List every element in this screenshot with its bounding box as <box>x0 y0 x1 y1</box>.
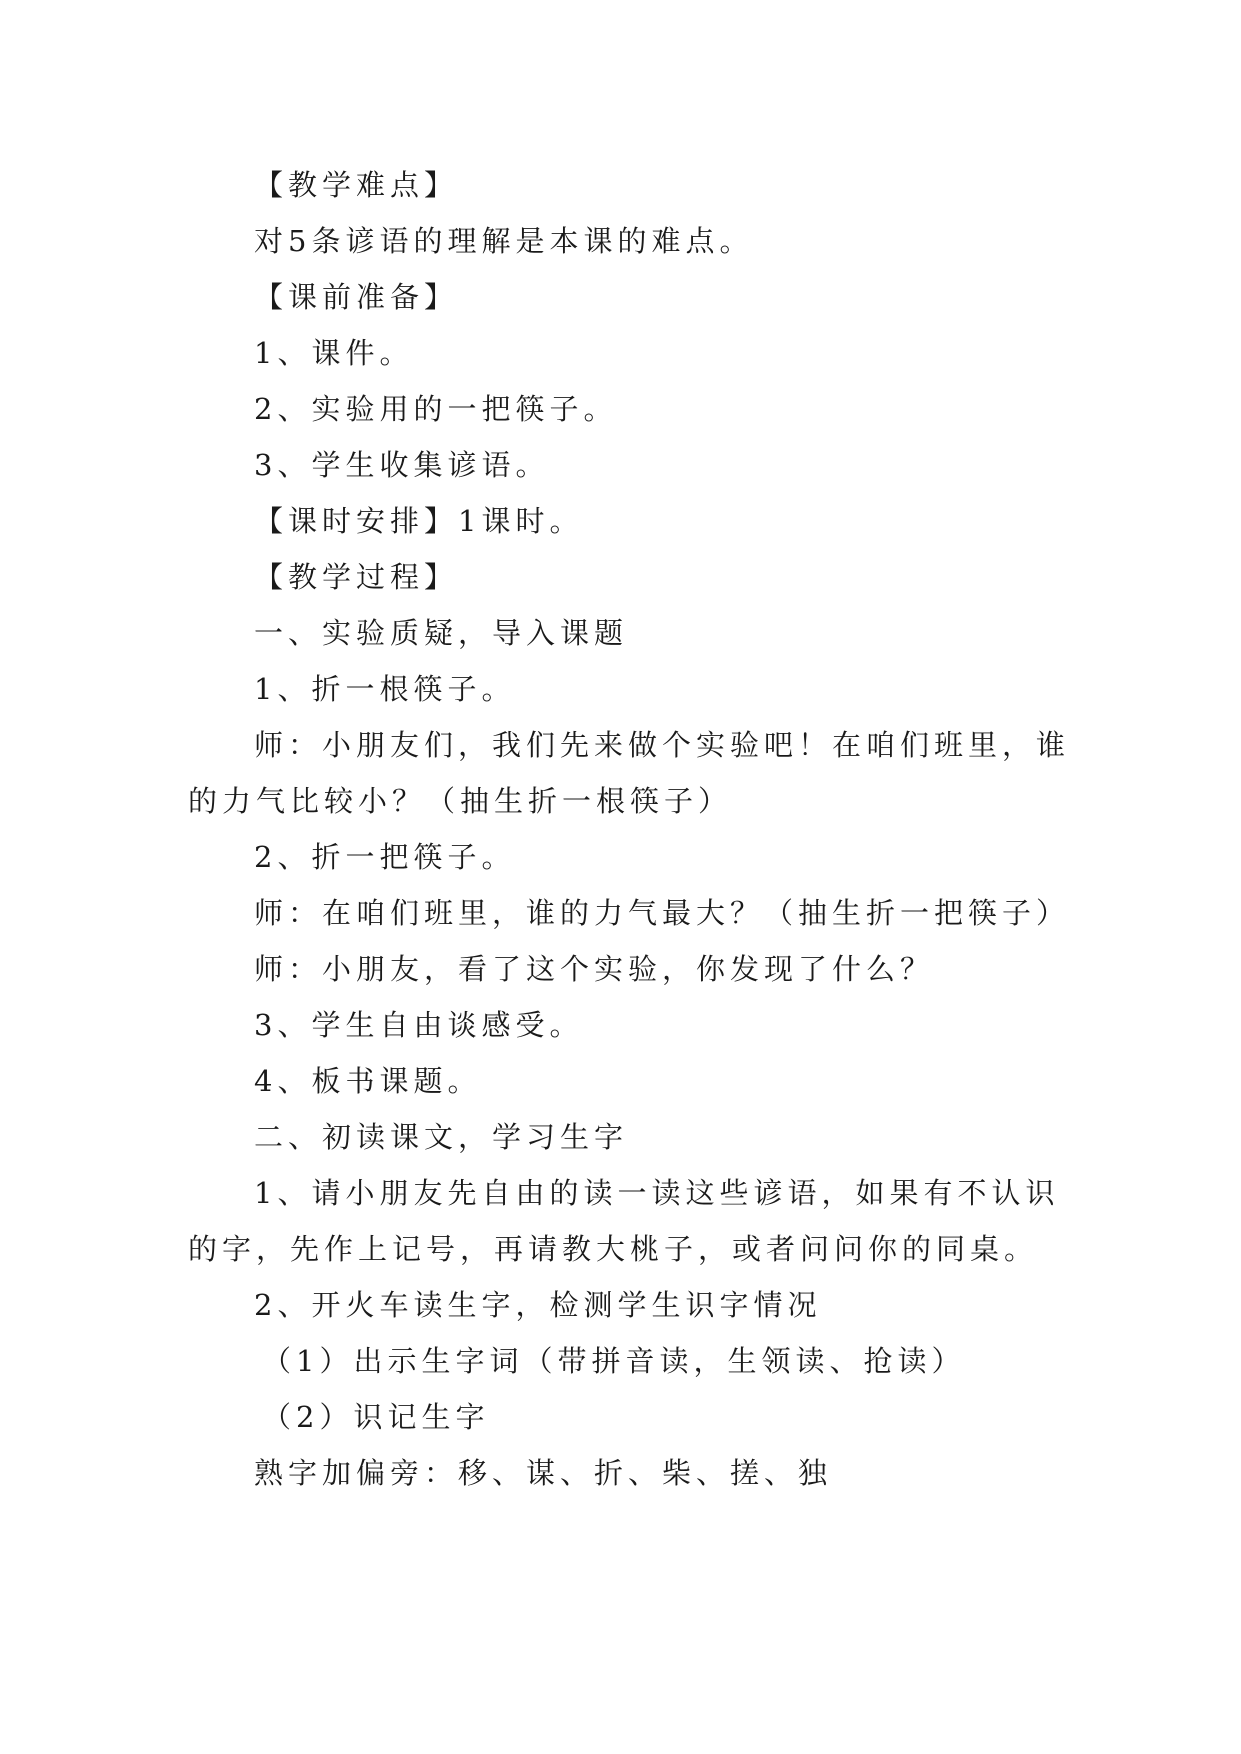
step-break-one: 1、折一根筷子。 <box>254 672 516 706</box>
paragraph-teacher-1b: 的力气比较小？（抽生折一根筷子） <box>188 784 733 818</box>
step-break-bundle: 2、折一把筷子。 <box>254 840 516 874</box>
heading-teaching-process: 【教学过程】 <box>254 560 459 594</box>
paragraph-radicals: 熟字加偏旁：移、谋、折、柴、搓、独 <box>254 1456 833 1490</box>
heading-teaching-difficulty: 【教学难点】 <box>254 168 459 202</box>
section-heading-two: 二、初读课文，学习生字 <box>254 1120 629 1154</box>
heading-schedule: 【课时安排】1课时。 <box>254 504 584 538</box>
paragraph-teacher-3: 师：小朋友，看了这个实验，你发现了什么？ <box>254 952 935 986</box>
list-item-courseware: 1、课件。 <box>254 336 414 370</box>
section-heading-one: 一、实验质疑，导入课题 <box>254 616 629 650</box>
step-share-feelings: 3、学生自由谈感受。 <box>254 1008 584 1042</box>
list-item-collect-proverbs: 3、学生收集谚语。 <box>254 448 550 482</box>
substep-memorize: （2）识记生字 <box>262 1400 490 1434</box>
list-item-chopsticks: 2、实验用的一把筷子。 <box>254 392 618 426</box>
heading-preparation: 【课前准备】 <box>254 280 459 314</box>
step-train-reading: 2、开火车读生字，检测学生识字情况 <box>254 1288 822 1322</box>
paragraph-read-1a: 1、请小朋友先自由的读一读这些谚语，如果有不认识 <box>254 1176 1060 1210</box>
substep-show-words: （1）出示生字词（带拼音读，生领读、抢读） <box>262 1344 966 1378</box>
step-write-title: 4、板书课题。 <box>254 1064 482 1098</box>
paragraph-teacher-1a: 师：小朋友们，我们先来做个实验吧！在咱们班里，谁 <box>254 728 1071 762</box>
paragraph-read-1b: 的字，先作上记号，再请教大桃子，或者问问你的同桌。 <box>188 1232 1039 1266</box>
paragraph-teacher-2: 师：在咱们班里，谁的力气最大？（抽生折一把筷子） <box>254 896 1071 930</box>
paragraph-difficulty: 对5条谚语的理解是本课的难点。 <box>254 224 754 258</box>
